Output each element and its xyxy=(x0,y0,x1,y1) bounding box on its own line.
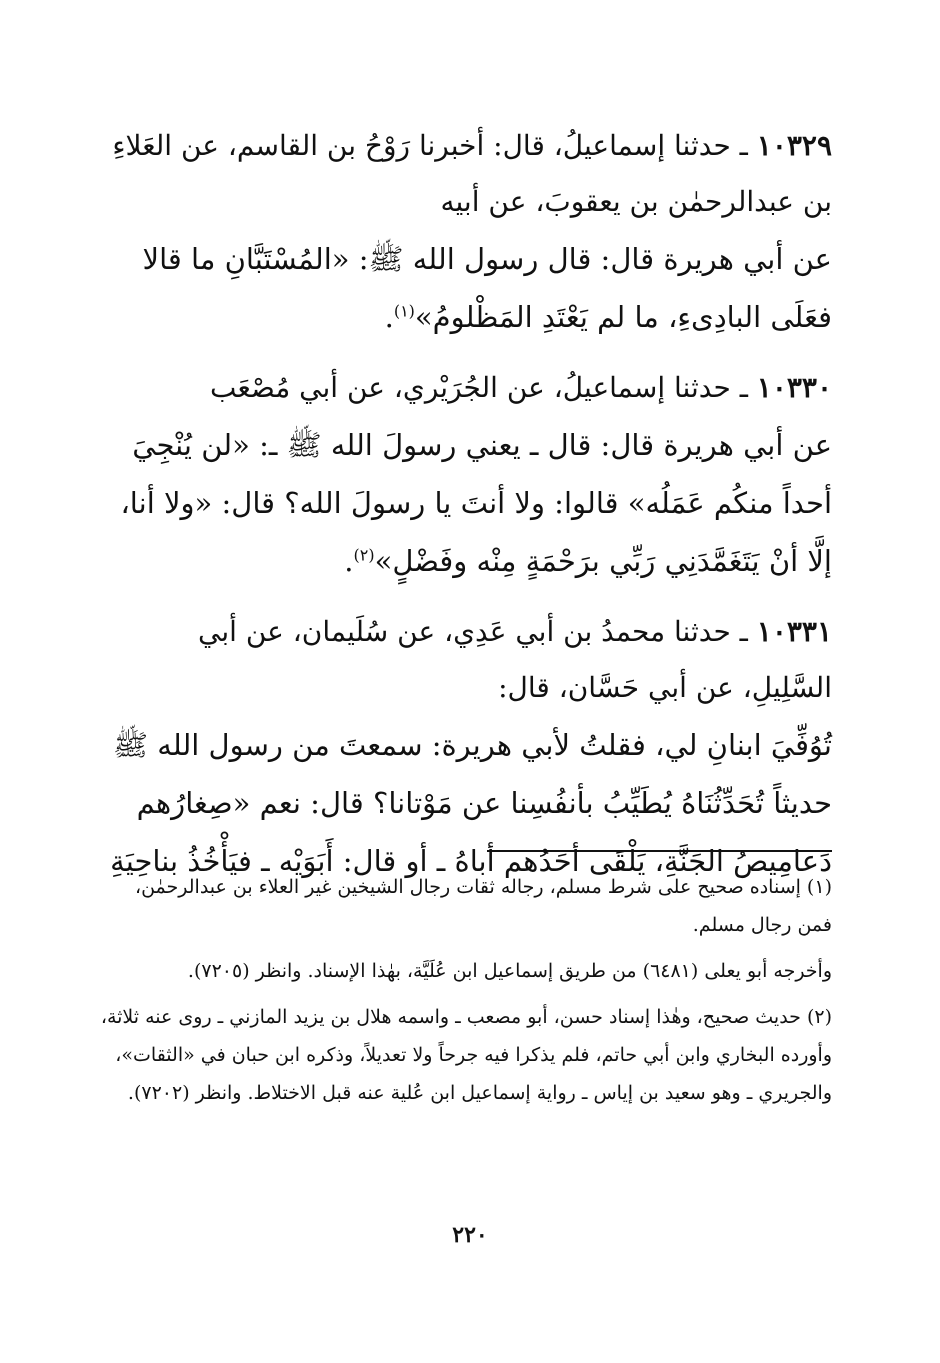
matn xyxy=(100,230,832,346)
hadith-10330 xyxy=(100,360,832,590)
matn xyxy=(100,416,832,590)
matn-text: عن أبي هريرة قال: قال رسول الله ﷺ: «المُسْتَبَّانِ ما قالا فعَلَى البادِىءِ، ما لم يَعْتَدِ المَظْلومُ» xyxy=(142,242,832,334)
footnote-1: (١) إسناده صحيح على شرط مسلم، رجاله ثقات رجال الشيخين غير العلاء بن عبدالرحمٰن، فمن رجال مسلم. xyxy=(134,876,832,936)
matn xyxy=(100,716,832,890)
hadith-10331 xyxy=(100,604,832,890)
footnote-ref[interactable]: (٢) xyxy=(353,545,375,565)
footnote-1-continued: وأخرجه أبو يعلى (٦٤٨١) من طريق إسماعيل ابن عُلَيَّة، بهٰذا الإسناد. وانظر (٧٢٠٥). xyxy=(187,960,832,982)
hadith-10329 xyxy=(100,118,832,346)
footnote-ref[interactable]: (١) xyxy=(393,301,415,321)
matn-text: تُوُفِّيَ ابنانِ لي، فقلتُ لأبي هريرة: سمعتَ من رسول الله ﷺ حديثاً تُحَدِّثُنَاهُ يُطَيِّبُ بأنفُسِنا عن مَوْتانا؟ قال: نعم «صِغارُهم دَعامِيصُ الجَنَّةِ، يَلْقَى أحَدُهم أباهُ ـ أو قال: أَبَوَيْه ـ فيَأْخُذُ بناحِيَةِ xyxy=(110,728,832,878)
isnad xyxy=(100,118,832,230)
footnote-divider xyxy=(487,850,832,852)
hadith-number: ١٠٣٣١ xyxy=(756,615,832,648)
footnotes xyxy=(100,868,832,1120)
isnad-text: ـ حدثنا إسماعيلُ، قال: أخبرنا رَوْحُ بن القاسم، عن العَلاءِ بن عبدالرحمٰن بن يعقوبَ، عن أبيه xyxy=(112,129,832,218)
isnad xyxy=(100,604,832,716)
matn-text: عن أبي هريرة قال: قال ـ يعني رسولَ الله ﷺ ـ: «لن يُنْجِيَ أحداً منكُم عَمَلُه» قالوا: ولا أنتَ يا رسولَ الله؟ قال: «ولا أنا، إلَّا أنْ يَتَغَمَّدَنِي رَبِّي برَحْمَةٍ مِنْه وفَضْلٍ» xyxy=(120,428,832,578)
hadith-number: ١٠٣٢٩ xyxy=(756,129,832,162)
isnad xyxy=(100,360,832,416)
matn-end: . xyxy=(344,544,354,578)
hadith-number: ١٠٣٣٠ xyxy=(756,371,832,404)
isnad-text: ـ حدثنا محمدُ بن أبي عَدِي، عن سُلَيمان، عن أبي السَّلِيلِ، عن أبي حَسَّان، قال: xyxy=(198,615,832,704)
main-text xyxy=(100,118,832,904)
footnote-2: (٢) حديث صحيح، وهٰذا إسناد حسن، أبو مصعب ـ واسمه هلال بن يزيد المازني ـ روى عنه ثلاثة، وأورده البخاري وابن أبي حاتم، فلم يذكرا فيه جرحاً ولا تعديلاً، وذكره ابن حبان في «الثقات»، والجريري ـ وهو سعيد بن إياس ـ رواية إسماعيل ابن عُلية عنه قبل الاختلاط. وانظر (٧٢٠٢). xyxy=(100,1006,832,1104)
page-number: ٢٢٠ xyxy=(452,1222,488,1248)
matn-end: . xyxy=(384,300,394,334)
isnad-text: ـ حدثنا إسماعيلُ، عن الجُرَيْري، عن أبي مُصْعَب xyxy=(209,371,757,404)
